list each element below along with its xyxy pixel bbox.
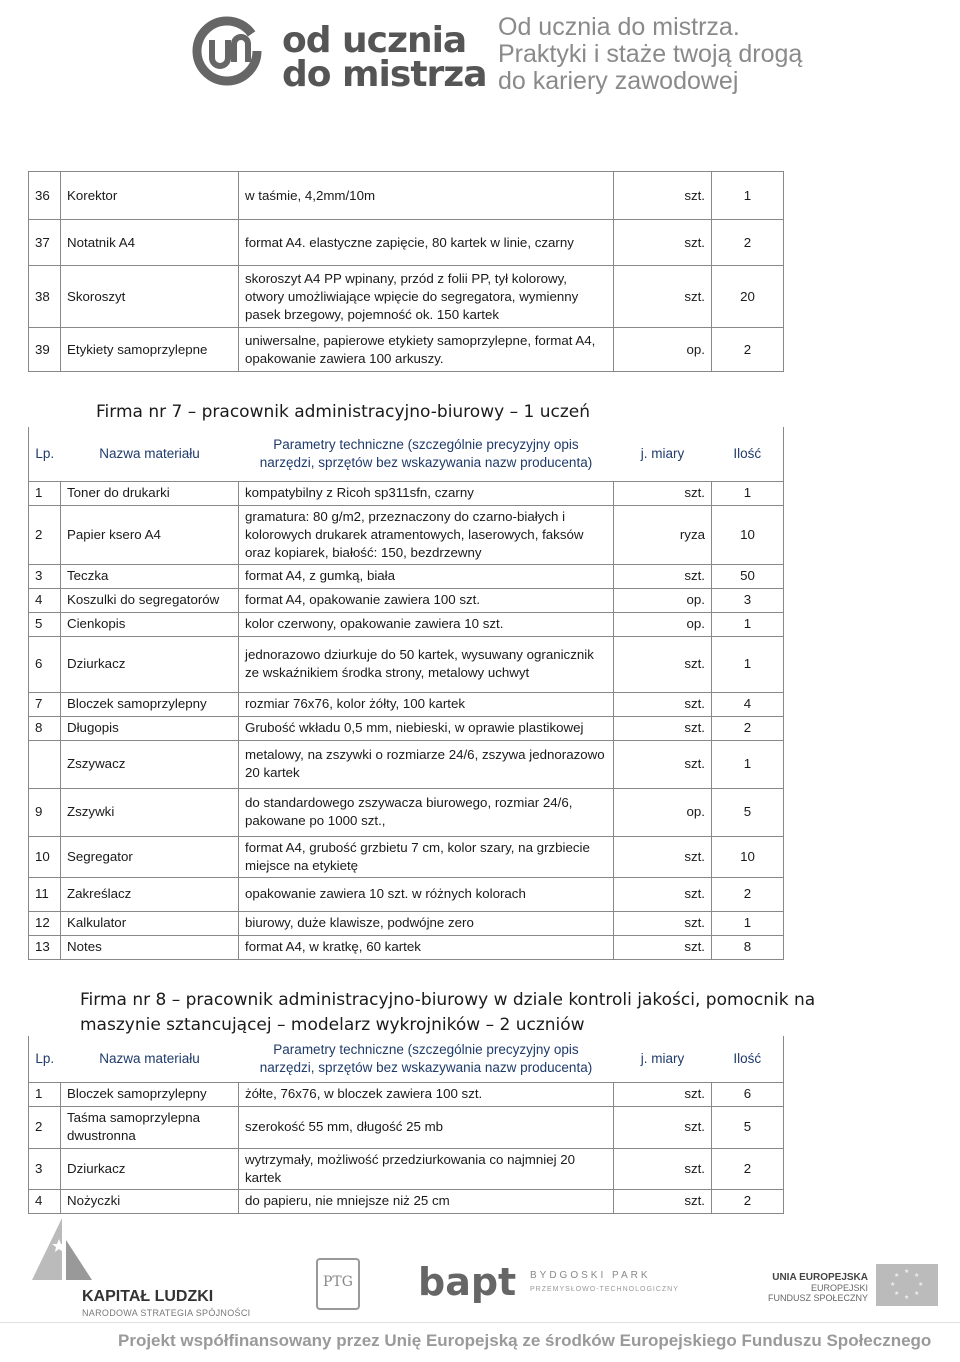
table-row bbox=[29, 877, 784, 911]
cell-name: Bloczek samoprzylepny bbox=[61, 1082, 239, 1106]
cell-name: Notes bbox=[61, 935, 239, 959]
table-row bbox=[29, 836, 784, 877]
cell-params: skoroszyt A4 PP wpinany, przód z folii PP, tył kolorowy, otwory umożliwiające wpięcie do segregatora, wymienny pasek brzegowy, pojemność ok. 150 kartek bbox=[239, 266, 614, 328]
cell-qty: 20 bbox=[712, 266, 784, 328]
cell-unit: szt. bbox=[614, 740, 712, 788]
cell-qty: 3 bbox=[712, 588, 784, 612]
cell-lp: 6 bbox=[29, 636, 61, 692]
cell-params: format A4, opakowanie zawiera 100 szt. bbox=[239, 588, 614, 612]
cell-qty: 5 bbox=[712, 1106, 784, 1148]
cell-lp: 2 bbox=[29, 1106, 61, 1148]
cell-unit: szt. bbox=[614, 692, 712, 716]
cell-lp: 7 bbox=[29, 692, 61, 716]
cell-unit: szt. bbox=[614, 564, 712, 588]
cell-unit: szt. bbox=[614, 636, 712, 692]
cell-name: Segregator bbox=[61, 836, 239, 877]
bapt-subtitle: BYDGOSKI PARK bbox=[530, 1270, 651, 1281]
cell-params: kolor czerwony, opakowanie zawiera 10 szt. bbox=[239, 612, 614, 636]
header-unit: j. miary bbox=[640, 445, 685, 461]
cell-qty: 2 bbox=[712, 716, 784, 740]
cell-name: Cienkopis bbox=[61, 612, 239, 636]
cell-params: format A4. elastyczne zapięcie, 80 kartek w linie, czarny bbox=[239, 220, 614, 266]
cell-lp: 4 bbox=[29, 1189, 61, 1213]
table-row bbox=[29, 716, 784, 740]
cell-unit: szt. bbox=[614, 266, 712, 328]
cell-unit: ryza bbox=[614, 505, 712, 564]
cell-params: do standardowego zszywacza biurowego, rozmiar 24/6, pakowane po 1000 szt., bbox=[239, 788, 614, 836]
cell-unit: szt. bbox=[614, 481, 712, 505]
table-row bbox=[29, 220, 784, 266]
eu-line3: FUNDUSZ SPOŁECZNY bbox=[767, 1293, 868, 1303]
project-funding-text: Projekt współfinansowany przez Unię Europejską ze środków Europejskiego Funduszu Społecznego bbox=[118, 1331, 932, 1350]
cell-unit: szt. bbox=[614, 172, 712, 220]
cell-name: Etykiety samoprzylepne bbox=[61, 328, 239, 372]
header-name: Nazwa materiału bbox=[99, 445, 200, 461]
cell-lp: 5 bbox=[29, 612, 61, 636]
cell-name: Toner do drukarki bbox=[61, 481, 239, 505]
cell-lp: 1 bbox=[29, 1082, 61, 1106]
section8-title-line1: Firma nr 8 – pracownik administracyjno-biurowy w dziale kontroli jakości, pomocnik na bbox=[80, 990, 816, 1010]
kapital-ludzki-title: KAPITAŁ LUDZKI bbox=[82, 1288, 214, 1305]
kapital-ludzki-subtitle: NARODOWA STRATEGIA SPÓJNOŚCI bbox=[82, 1308, 251, 1318]
cell-lp: 2 bbox=[29, 505, 61, 564]
cell-qty: 2 bbox=[712, 328, 784, 372]
header-name: Nazwa materiału bbox=[99, 1050, 200, 1066]
cell-params: rozmiar 76x76, kolor żółty, 100 kartek bbox=[239, 692, 614, 716]
cell-params: format A4, w kratkę, 60 kartek bbox=[239, 935, 614, 959]
table-row bbox=[29, 636, 784, 692]
header-unit: j. miary bbox=[640, 1050, 685, 1066]
header-qty: Ilość bbox=[712, 427, 784, 481]
cell-name: Zszywacz bbox=[61, 740, 239, 788]
table-row bbox=[29, 740, 784, 788]
cell-name: Skoroszyt bbox=[61, 266, 239, 328]
cell-params: uniwersalne, papierowe etykiety samoprzylepne, format A4, opakowanie zawiera 100 arkuszy. bbox=[239, 328, 614, 372]
cell-lp: 39 bbox=[29, 328, 61, 372]
table-row bbox=[29, 612, 784, 636]
cell-unit: szt. bbox=[614, 1106, 712, 1148]
cell-unit: szt. bbox=[614, 935, 712, 959]
header-qty: Ilość bbox=[712, 1036, 784, 1082]
cell-unit: szt. bbox=[614, 1148, 712, 1189]
cell-name: Dziurkacz bbox=[61, 636, 239, 692]
cell-params: wytrzymały, możliwość przedziurkowania co najmniej 20 kartek bbox=[239, 1148, 614, 1189]
table-row bbox=[29, 692, 784, 716]
table-row bbox=[29, 564, 784, 588]
cell-name: Długopis bbox=[61, 716, 239, 740]
cell-unit: szt. bbox=[614, 716, 712, 740]
cell-qty: 5 bbox=[712, 788, 784, 836]
cell-name: Papier ksero A4 bbox=[61, 505, 239, 564]
footer-divider bbox=[0, 1322, 960, 1323]
cell-name: Kalkulator bbox=[61, 911, 239, 935]
cell-unit: szt. bbox=[614, 220, 712, 266]
cell-unit: szt. bbox=[614, 1082, 712, 1106]
table-row bbox=[29, 911, 784, 935]
cell-qty: 50 bbox=[712, 564, 784, 588]
cell-qty: 10 bbox=[712, 836, 784, 877]
cell-qty: 1 bbox=[712, 612, 784, 636]
cell-lp: 9 bbox=[29, 788, 61, 836]
cell-lp: 3 bbox=[29, 1148, 61, 1189]
cell-params: metalowy, na zszywki o rozmiarze 24/6, zszywa jednorazowo 20 kartek bbox=[239, 740, 614, 788]
cell-name: Zszywki bbox=[61, 788, 239, 836]
cell-unit: szt. bbox=[614, 1189, 712, 1213]
table-row bbox=[29, 1106, 784, 1148]
cell-lp: 12 bbox=[29, 911, 61, 935]
cell-unit: op. bbox=[614, 328, 712, 372]
cell-lp bbox=[29, 740, 61, 788]
cell-unit: szt. bbox=[614, 877, 712, 911]
cell-params: żółte, 76x76, w bloczek zawiera 100 szt. bbox=[239, 1082, 614, 1106]
table-section7 bbox=[28, 427, 784, 960]
cell-qty: 1 bbox=[712, 481, 784, 505]
cell-unit: szt. bbox=[614, 836, 712, 877]
eu-line1: UNIA EUROPEJSKA bbox=[772, 1272, 868, 1283]
header-lp: Lp. bbox=[29, 1036, 61, 1082]
cell-lp: 11 bbox=[29, 877, 61, 911]
cell-qty: 8 bbox=[712, 935, 784, 959]
cell-params: kompatybilny z Ricoh sp311sfn, czarny bbox=[239, 481, 614, 505]
cell-name: Koszulki do segregatorów bbox=[61, 588, 239, 612]
table-row bbox=[29, 266, 784, 328]
table-row bbox=[29, 481, 784, 505]
table-row bbox=[29, 1082, 784, 1106]
um-logo-icon bbox=[190, 14, 272, 88]
section8-title bbox=[80, 988, 815, 1038]
cell-qty: 2 bbox=[712, 877, 784, 911]
eu-logo-text bbox=[740, 1272, 868, 1303]
table-row bbox=[29, 935, 784, 959]
cell-params: biurowy, duże klawisze, podwójne zero bbox=[239, 911, 614, 935]
logo-text-line1: od ucznia bbox=[282, 20, 467, 61]
cell-name: Zakreślacz bbox=[61, 877, 239, 911]
section8-title-line2: maszynie sztancującej – modelarz wykrojników – 2 uczniów bbox=[80, 1015, 585, 1035]
cell-params: format A4, z gumką, biała bbox=[239, 564, 614, 588]
cell-params: w taśmie, 4,2mm/10m bbox=[239, 172, 614, 220]
page-header bbox=[0, 0, 960, 110]
cell-params: szerokość 55 mm, długość 25 mb bbox=[239, 1106, 614, 1148]
cell-params: format A4, grubość grzbietu 7 cm, kolor szary, na grzbiecie miejsce na etykietę bbox=[239, 836, 614, 877]
cell-lp: 10 bbox=[29, 836, 61, 877]
cell-params: Grubość wkładu 0,5 mm, niebieski, w oprawie plastikowej bbox=[239, 716, 614, 740]
cell-name: Dziurkacz bbox=[61, 1148, 239, 1189]
table-row bbox=[29, 328, 784, 372]
cell-unit: op. bbox=[614, 788, 712, 836]
logo-text-line2: do mistrza bbox=[282, 54, 487, 95]
cell-lp: 37 bbox=[29, 220, 61, 266]
header-slogan bbox=[498, 14, 802, 95]
cell-qty: 1 bbox=[712, 911, 784, 935]
header-params: Parametry techniczne (szczególnie precyzyjny opis narzędzi, sprzętów bez wskazywania nazw producenta) bbox=[259, 436, 593, 470]
header-params: Parametry techniczne (szczególnie precyzyjny opis narzędzi, sprzętów bez wskazywania nazw producenta) bbox=[259, 1041, 593, 1075]
cell-name: Nożyczki bbox=[61, 1189, 239, 1213]
cell-qty: 1 bbox=[712, 740, 784, 788]
bapt-subtitle2: PRZEMYSŁOWO-TECHNOLOGICZNY bbox=[530, 1286, 679, 1293]
slogan-line1: Od ucznia do mistrza. bbox=[498, 13, 740, 41]
table-continuation bbox=[28, 171, 784, 372]
cell-qty: 10 bbox=[712, 505, 784, 564]
table-row bbox=[29, 505, 784, 564]
cell-lp: 36 bbox=[29, 172, 61, 220]
eu-line2: EUROPEJSKI bbox=[810, 1283, 868, 1293]
bapt-logo: bapt bbox=[418, 1260, 517, 1304]
cell-qty: 4 bbox=[712, 692, 784, 716]
cell-lp: 38 bbox=[29, 266, 61, 328]
cell-qty: 2 bbox=[712, 1189, 784, 1213]
cell-unit: op. bbox=[614, 612, 712, 636]
cell-lp: 4 bbox=[29, 588, 61, 612]
cell-qty: 2 bbox=[712, 1148, 784, 1189]
section7-title: Firma nr 7 – pracownik administracyjno-biurowy – 1 uczeń bbox=[96, 402, 590, 422]
cell-qty: 2 bbox=[712, 220, 784, 266]
table-row bbox=[29, 1148, 784, 1189]
cell-name: Korektor bbox=[61, 172, 239, 220]
cell-qty: 1 bbox=[712, 636, 784, 692]
ptg-logo: PTG bbox=[316, 1258, 360, 1310]
logo-text bbox=[282, 20, 487, 95]
table-row bbox=[29, 172, 784, 220]
cell-lp: 1 bbox=[29, 481, 61, 505]
slogan-line3: do kariery zawodowej bbox=[498, 67, 739, 95]
cell-lp: 3 bbox=[29, 564, 61, 588]
cell-name: Notatnik A4 bbox=[61, 220, 239, 266]
cell-unit: op. bbox=[614, 588, 712, 612]
table-section8 bbox=[28, 1036, 784, 1214]
cell-params: do papieru, nie mniejsze niż 25 cm bbox=[239, 1189, 614, 1213]
slogan-line2: Praktyki i staże twoją drogą bbox=[498, 40, 803, 68]
cell-name: Bloczek samoprzylepny bbox=[61, 692, 239, 716]
cell-lp: 13 bbox=[29, 935, 61, 959]
eu-flag-icon: ★ ★ ★ ★ ★ ★ ★ ★ bbox=[876, 1264, 938, 1306]
header-lp: Lp. bbox=[29, 427, 61, 481]
cell-params: gramatura: 80 g/m2, przeznaczony do czarno-białych i kolorowych drukarek atramentowych, laserowych, faksów oraz kopiarek, białość: 150, bezdrzewny bbox=[239, 505, 614, 564]
cell-qty: 1 bbox=[712, 172, 784, 220]
cell-name: Teczka bbox=[61, 564, 239, 588]
table-row bbox=[29, 788, 784, 836]
cell-name: Taśma samoprzylepna dwustronna bbox=[61, 1106, 239, 1148]
cell-qty: 6 bbox=[712, 1082, 784, 1106]
cell-params: jednorazowo dziurkuje do 50 kartek, wysuwany ogranicznik ze wskaźnikiem środka strony, metalowy uchwyt bbox=[239, 636, 614, 692]
cell-params: opakowanie zawiera 10 szt. w różnych kolorach bbox=[239, 877, 614, 911]
table-row bbox=[29, 588, 784, 612]
cell-lp: 8 bbox=[29, 716, 61, 740]
cell-unit: szt. bbox=[614, 911, 712, 935]
